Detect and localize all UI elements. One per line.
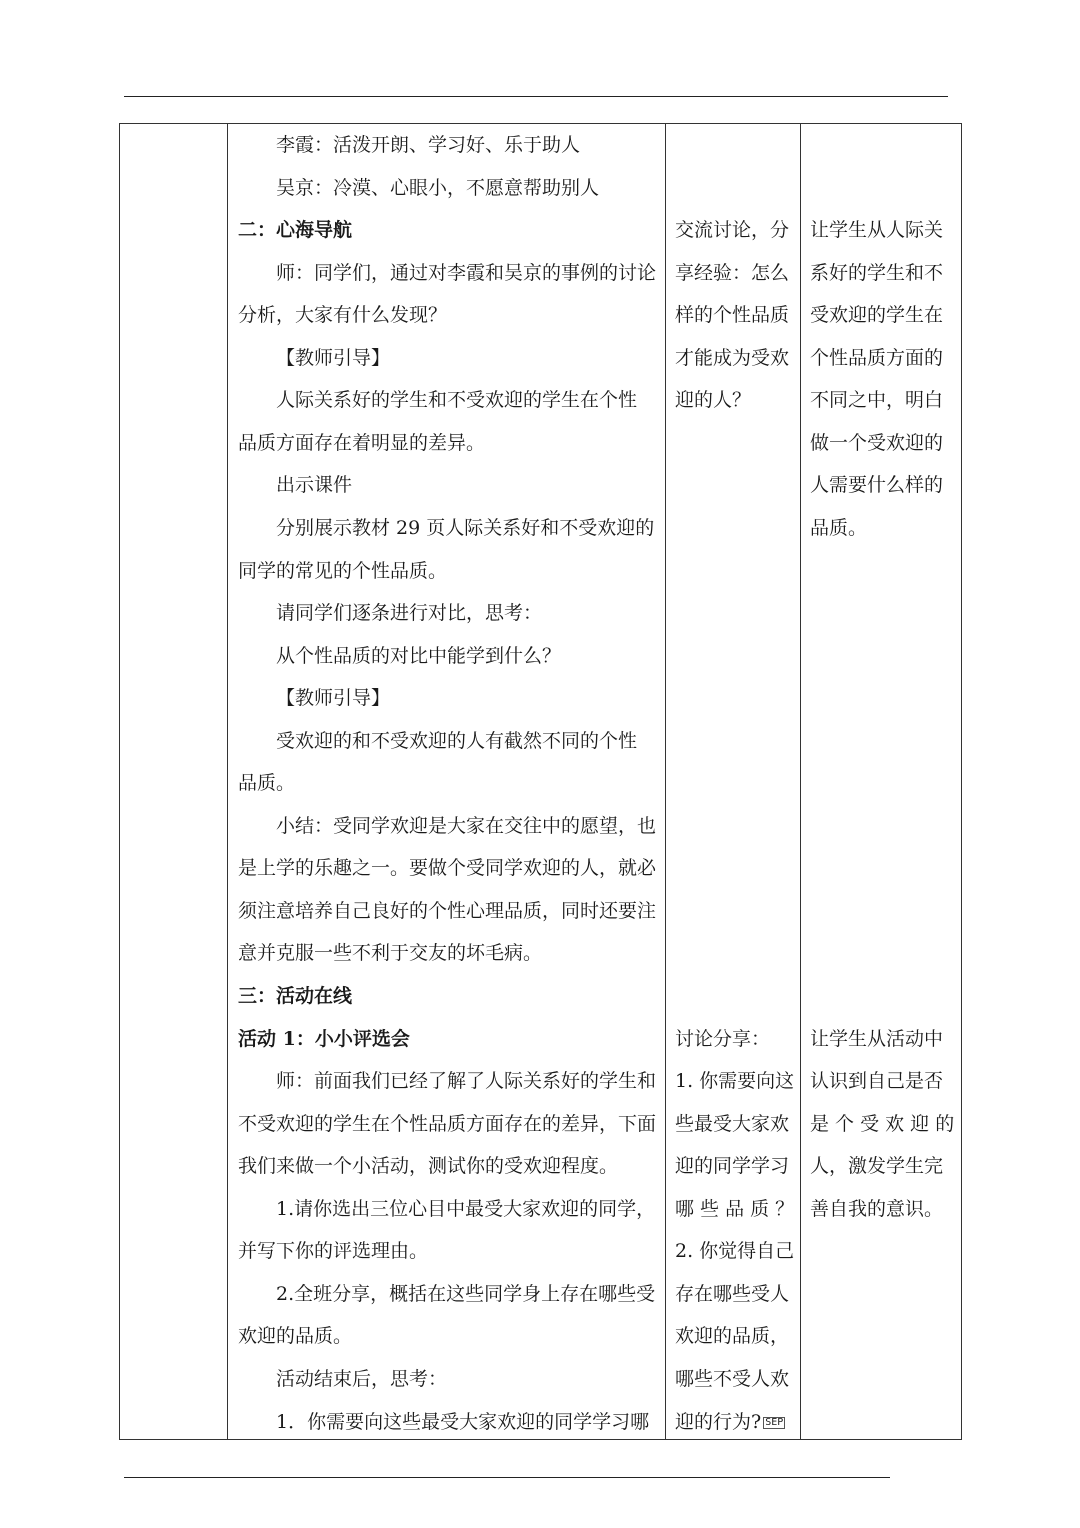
content-line: 意并克服一些不利于交友的坏毛病。 — [238, 942, 543, 965]
section-heading: 活动 1：小小评选会 — [238, 1027, 410, 1050]
section-heading: 三：活动在线 — [238, 985, 353, 1007]
content-line: 1.请你选出三位心目中最受大家欢迎的同学， — [276, 1197, 656, 1220]
student-activity-line: 享经验：怎么 — [675, 261, 790, 284]
student-activity-line: 交流讨论，分 — [675, 219, 790, 242]
header-rule — [124, 96, 948, 97]
student-activity-line: 哪 些 品 质 ？ — [675, 1197, 795, 1220]
student-activity-line: 迎的同学学习 — [675, 1155, 790, 1178]
content-line: 出示课件 — [276, 474, 353, 497]
student-activity-line: 些最受大家欢 — [675, 1112, 790, 1135]
design-intent-line: 让学生从活动中 — [810, 1027, 944, 1050]
content-line: 2.全班分享，概括在这些同学身上存在哪些受 — [276, 1282, 656, 1305]
content-line: 品质。 — [238, 772, 296, 795]
design-intent-line: 不同之中，明白 — [810, 389, 944, 412]
student-activity-line: 样的个性品质 — [675, 304, 790, 327]
content-line: 受欢迎的和不受欢迎的人有截然不同的个性 — [276, 729, 638, 752]
content-line: 分别展示教材 29 页人际关系好和不受欢迎的 — [276, 516, 655, 539]
student-activity-line: 迎的人？ — [675, 389, 752, 412]
content-line: 欢迎的品质。 — [238, 1325, 353, 1348]
design-intent-line: 个性品质方面的 — [810, 346, 944, 369]
student-activity-line: 存在哪些受人 — [675, 1282, 790, 1305]
content-line: 从个性品质的对比中能学到什么？ — [276, 644, 562, 667]
content-line: 1．你需要向这些最受大家欢迎的同学学习哪 — [276, 1410, 650, 1433]
student-activity-line: 2. 你觉得自己 — [675, 1240, 795, 1263]
content-line: 人际关系好的学生和不受欢迎的学生在个性 — [276, 389, 638, 412]
student-activity-line: 欢迎的品质， — [675, 1325, 790, 1348]
content-line: 是上学的乐趣之一。要做个受同学欢迎的人，就必 — [238, 857, 657, 880]
content-line: 师：前面我们已经了解了人际关系好的学生和 — [276, 1070, 657, 1093]
design-intent-line: 人，激发学生完 — [810, 1155, 944, 1178]
design-intent-line: 品质。 — [810, 516, 868, 539]
design-intent-line: 做一个受欢迎的 — [810, 431, 944, 454]
student-activity-line: 迎的行为? SEP — [675, 1410, 784, 1433]
content-line: 品质方面存在着明显的差异。 — [238, 431, 486, 454]
column-divider-1 — [227, 123, 228, 1440]
content-line: 李霞：活泼开朗、学习好、乐于助人 — [276, 134, 581, 156]
content-line: 【教师引导】 — [276, 346, 391, 369]
content-line: 活动结束后，思考： — [276, 1367, 448, 1390]
content-line: 并写下你的评选理由。 — [238, 1240, 429, 1263]
content-line: 须注意培养自己良好的个性心理品质，同时还要注 — [238, 899, 657, 922]
column-divider-2 — [665, 123, 666, 1440]
content-line: 我们来做一个小活动，测试你的受欢迎程度。 — [238, 1155, 619, 1178]
content-line: 不受欢迎的学生在个性品质方面存在的差异，下面 — [238, 1112, 657, 1135]
design-intent-line: 人需要什么样的 — [810, 474, 944, 497]
content-line: 师：同学们，通过对李霞和吴京的事例的讨论 — [276, 261, 657, 284]
footer-rule — [124, 1477, 890, 1478]
content-line: 请同学们逐条进行对比，思考： — [276, 602, 543, 625]
content-line: 吴京：冷漠、心眼小，不愿意帮助别人 — [276, 176, 600, 199]
column-divider-3 — [800, 123, 801, 1440]
student-activity-line: 才能成为受欢 — [675, 346, 790, 369]
sep-glyph-icon: SEP — [765, 1416, 784, 1428]
design-intent-line: 认识到自己是否 — [810, 1070, 944, 1093]
design-intent-line: 受欢迎的学生在 — [810, 304, 944, 327]
content-line: 同学的常见的个性品质。 — [238, 559, 448, 582]
design-intent-line: 系好的学生和不 — [810, 261, 944, 284]
design-intent-line: 让学生从人际关 — [810, 219, 944, 242]
section-heading: 二：心海导航 — [238, 219, 353, 242]
design-intent-line: 善自我的意识。 — [810, 1197, 944, 1220]
student-activity-line: 哪些不受人欢 — [675, 1367, 790, 1390]
student-activity-line: 1. 你需要向这 — [675, 1070, 795, 1093]
student-activity-line: 讨论分享： — [675, 1027, 771, 1050]
content-line: 分析，大家有什么发现？ — [238, 304, 448, 327]
design-intent-line: 是 个 受 欢 迎 的 — [810, 1112, 955, 1135]
content-line: 小结：受同学欢迎是大家在交往中的愿望，也 — [276, 814, 657, 837]
content-line: 【教师引导】 — [276, 687, 391, 710]
